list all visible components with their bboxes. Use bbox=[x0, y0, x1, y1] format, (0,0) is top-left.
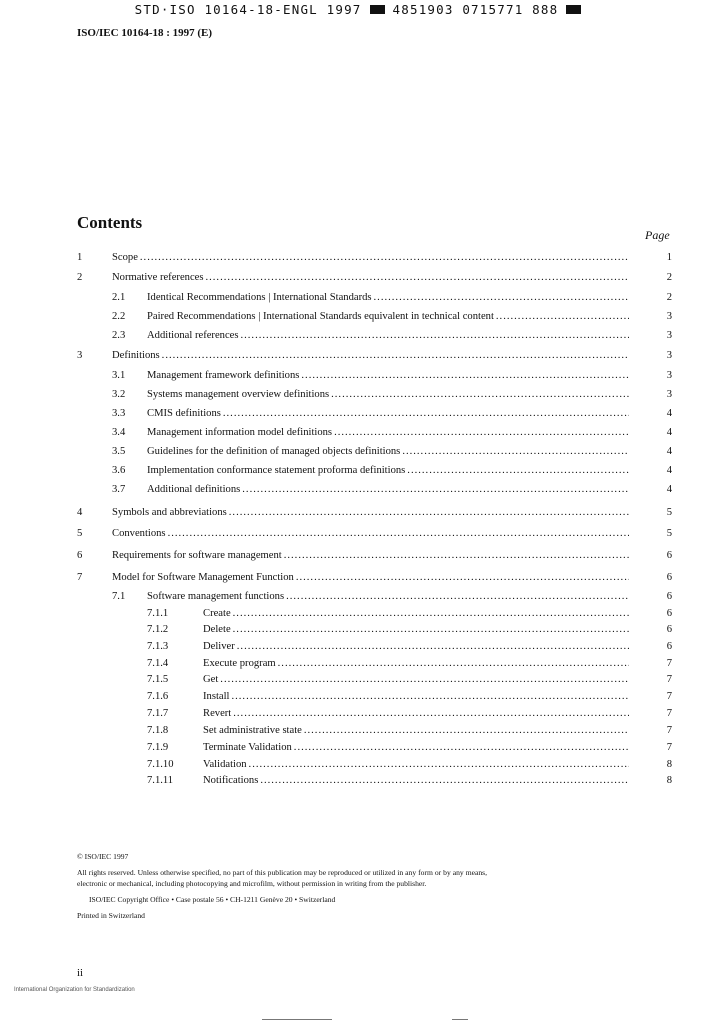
toc-entry-title: Software management functions bbox=[147, 591, 285, 602]
toc-entry-number: 7.1.3 bbox=[147, 641, 169, 652]
dot-leader bbox=[304, 723, 629, 738]
toc-entry-page: 6 bbox=[666, 641, 672, 652]
toc-entry-number: 2 bbox=[77, 272, 83, 283]
toc-entry-number: 7.1.8 bbox=[147, 725, 169, 736]
toc-entry-title: Management framework definitions bbox=[147, 370, 300, 381]
toc-entry[interactable] bbox=[0, 622, 724, 637]
toc-entry[interactable] bbox=[0, 406, 724, 421]
dot-leader bbox=[237, 639, 629, 654]
dot-leader bbox=[223, 406, 629, 421]
toc-entry-title: Create bbox=[203, 608, 231, 619]
dot-leader bbox=[334, 425, 629, 440]
copyright-notice bbox=[77, 851, 487, 921]
toc-entry-page: 5 bbox=[666, 528, 672, 539]
dot-leader bbox=[284, 548, 629, 563]
toc-entry-number: 7.1 bbox=[112, 591, 126, 602]
dot-leader bbox=[220, 672, 629, 687]
rights-statement: All rights reserved. Unless otherwise specified, no part of this publication may be reproduced or utilized in any form or by any means, electronic or mechanical, including photocopying and microfilm, without permission in writing from the publisher. bbox=[77, 868, 487, 888]
toc-entry-page: 3 bbox=[666, 370, 672, 381]
toc-entry[interactable] bbox=[0, 250, 724, 265]
dot-leader bbox=[231, 689, 629, 704]
dot-leader bbox=[205, 270, 629, 285]
toc-entry-page: 7 bbox=[666, 725, 672, 736]
toc-entry[interactable] bbox=[0, 740, 724, 755]
standard-reference: ISO/IEC 10164-18 : 1997 (E) bbox=[77, 27, 213, 39]
toc-entry-number: 3.6 bbox=[112, 465, 126, 476]
toc-entry-title: CMIS definitions bbox=[147, 408, 221, 419]
dot-leader bbox=[374, 290, 629, 305]
toc-entry-page: 7 bbox=[666, 658, 672, 669]
toc-entry-number: 2.3 bbox=[112, 330, 126, 341]
dot-leader bbox=[278, 656, 629, 671]
toc-entry[interactable] bbox=[0, 482, 724, 497]
toc-entry-title: Validation bbox=[203, 759, 247, 770]
toc-entry-number: 7.1.2 bbox=[147, 624, 169, 635]
toc-entry-page: 7 bbox=[666, 708, 672, 719]
toc-entry[interactable] bbox=[0, 309, 724, 324]
toc-entry-title: Execute program bbox=[203, 658, 276, 669]
toc-entry-title: Notifications bbox=[203, 775, 259, 786]
toc-entry-page: 3 bbox=[666, 350, 672, 361]
toc-entry-title: Delete bbox=[203, 624, 231, 635]
dot-leader bbox=[249, 757, 629, 772]
toc-entry-page: 7 bbox=[666, 691, 672, 702]
dot-leader bbox=[233, 622, 629, 637]
toc-entry-title: Conventions bbox=[112, 528, 166, 539]
toc-entry-page: 2 bbox=[666, 292, 672, 303]
toc-entry-page: 4 bbox=[666, 465, 672, 476]
toc-entry-title: Additional references bbox=[147, 330, 239, 341]
toc-entry-page: 6 bbox=[666, 591, 672, 602]
dot-leader bbox=[229, 505, 629, 520]
dot-leader bbox=[296, 570, 629, 585]
toc-entry-title: Model for Software Management Function bbox=[112, 572, 294, 583]
toc-entry-title: Definitions bbox=[112, 350, 160, 361]
toc-entry[interactable] bbox=[0, 723, 724, 738]
toc-entry-page: 6 bbox=[666, 550, 672, 561]
toc-entry-page: 4 bbox=[666, 427, 672, 438]
dot-leader bbox=[162, 348, 629, 363]
toc-entry-title: Get bbox=[203, 674, 219, 685]
toc-entry-page: 4 bbox=[666, 484, 672, 495]
toc-entry-title: Implementation conformance statement proforma definitions bbox=[147, 465, 406, 476]
toc-entry-page: 7 bbox=[666, 742, 672, 753]
dot-leader bbox=[496, 309, 629, 324]
toc-entry-title: Normative references bbox=[112, 272, 204, 283]
toc-entry[interactable] bbox=[0, 270, 724, 285]
toc-entry-title: Set administrative state bbox=[203, 725, 302, 736]
toc-entry-page: 8 bbox=[666, 775, 672, 786]
toc-entry[interactable] bbox=[0, 368, 724, 383]
toc-entry-page: 2 bbox=[666, 272, 672, 283]
scan-artifact bbox=[452, 1019, 468, 1020]
dot-leader bbox=[140, 250, 629, 265]
toc-entry-number: 3.1 bbox=[112, 370, 126, 381]
toc-entry[interactable] bbox=[0, 526, 724, 541]
toc-entry-number: 3.2 bbox=[112, 389, 126, 400]
toc-entry[interactable] bbox=[0, 570, 724, 585]
toc-entry-page: 4 bbox=[666, 408, 672, 419]
toc-entry-page: 8 bbox=[666, 759, 672, 770]
toc-entry[interactable] bbox=[0, 672, 724, 687]
toc-entry-number: 2.1 bbox=[112, 292, 126, 303]
document-code-header bbox=[0, 2, 724, 17]
toc-entry-number: 7.1.10 bbox=[147, 759, 174, 770]
toc-entry-title: Guidelines for the definition of managed objects definitions bbox=[147, 446, 401, 457]
toc-entry-number: 7.1.5 bbox=[147, 674, 169, 685]
toc-entry[interactable] bbox=[0, 348, 724, 363]
toc-entry-title: Systems management overview definitions bbox=[147, 389, 330, 400]
toc-entry[interactable] bbox=[0, 689, 724, 704]
toc-entry-page: 6 bbox=[666, 624, 672, 635]
toc-entry-number: 7.1.11 bbox=[147, 775, 174, 786]
dot-leader bbox=[407, 463, 629, 478]
toc-entry[interactable] bbox=[0, 773, 724, 788]
toc-entry-page: 6 bbox=[666, 572, 672, 583]
document-code-right: 4851903 0715771 888 bbox=[392, 2, 559, 17]
toc-entry-number: 7 bbox=[77, 572, 83, 583]
toc-entry[interactable] bbox=[0, 757, 724, 772]
toc-entry-page: 3 bbox=[666, 389, 672, 400]
dot-leader bbox=[301, 368, 629, 383]
toc-entry-title: Revert bbox=[203, 708, 232, 719]
toc-entry[interactable] bbox=[0, 463, 724, 478]
toc-entry-page: 4 bbox=[666, 446, 672, 457]
toc-entry-number: 1 bbox=[77, 252, 83, 263]
toc-entry[interactable] bbox=[0, 328, 724, 343]
toc-entry[interactable] bbox=[0, 444, 724, 459]
toc-entry-number: 7.1.4 bbox=[147, 658, 169, 669]
toc-entry-title: Deliver bbox=[203, 641, 235, 652]
toc-entry-number: 5 bbox=[77, 528, 83, 539]
dot-leader bbox=[233, 606, 629, 621]
toc-entry-number: 3.7 bbox=[112, 484, 126, 495]
toc-entry-number: 7.1.9 bbox=[147, 742, 169, 753]
toc-entry-page: 6 bbox=[666, 608, 672, 619]
toc-entry[interactable] bbox=[0, 706, 724, 721]
toc-entry-number: 3.3 bbox=[112, 408, 126, 419]
dot-leader bbox=[260, 773, 629, 788]
toc-entry-number: 6 bbox=[77, 550, 83, 561]
toc-entry[interactable] bbox=[0, 425, 724, 440]
dot-leader bbox=[242, 482, 629, 497]
dot-leader bbox=[286, 589, 629, 604]
toc-entry-number: 7.1.1 bbox=[147, 608, 169, 619]
toc-entry-number: 3.4 bbox=[112, 427, 126, 438]
dot-leader bbox=[331, 387, 629, 402]
dot-leader bbox=[294, 740, 629, 755]
toc-entry-page: 3 bbox=[666, 311, 672, 322]
toc-entry[interactable] bbox=[0, 505, 724, 520]
copyright-line: © ISO/IEC 1997 bbox=[77, 852, 129, 861]
scan-block-mark bbox=[370, 5, 385, 14]
toc-entry-page: 3 bbox=[666, 330, 672, 341]
toc-entry-title: Identical Recommendations | International Standards bbox=[147, 292, 372, 303]
toc-entry-title: Additional definitions bbox=[147, 484, 241, 495]
toc-entry[interactable] bbox=[0, 548, 724, 563]
toc-entry-number: 3 bbox=[77, 350, 83, 361]
copyright-office-address: ISO/IEC Copyright Office • Case postale 56 • CH-1211 Genève 20 • Switzerland bbox=[89, 895, 336, 904]
contents-heading: Contents bbox=[77, 213, 143, 232]
toc-entry[interactable] bbox=[0, 589, 724, 604]
toc-entry[interactable] bbox=[0, 656, 724, 671]
toc-entry[interactable] bbox=[0, 290, 724, 305]
toc-entry-page: 1 bbox=[666, 252, 672, 263]
toc-entry-page: 7 bbox=[666, 674, 672, 685]
dot-leader bbox=[168, 526, 629, 541]
toc-entry[interactable] bbox=[0, 606, 724, 621]
toc-entry-page: 5 bbox=[666, 507, 672, 518]
toc-entry-title: Install bbox=[203, 691, 230, 702]
toc-entry-number: 4 bbox=[77, 507, 83, 518]
printed-in: Printed in Switzerland bbox=[77, 911, 145, 920]
toc-entry-number: 3.5 bbox=[112, 446, 126, 457]
document-code-left: STD·ISO 10164-18-ENGL 1997 bbox=[134, 2, 362, 17]
toc-entry-title: Symbols and abbreviations bbox=[112, 507, 227, 518]
dot-leader bbox=[233, 706, 629, 721]
toc-entry[interactable] bbox=[0, 387, 724, 402]
toc-entry-number: 7.1.7 bbox=[147, 708, 169, 719]
toc-entry-title: Paired Recommendations | International Standards equivalent in technical content bbox=[147, 311, 494, 322]
toc-entry-number: 7.1.6 bbox=[147, 691, 169, 702]
scan-block-mark bbox=[566, 5, 581, 14]
dot-leader bbox=[240, 328, 629, 343]
page-number: ii bbox=[77, 967, 84, 979]
toc-entry-title: Terminate Validation bbox=[203, 742, 292, 753]
dot-leader bbox=[402, 444, 629, 459]
footer-organization: International Organization for Standardization bbox=[14, 987, 135, 993]
toc-entry-number: 2.2 bbox=[112, 311, 126, 322]
page-column-label: Page bbox=[645, 228, 670, 242]
toc-entry[interactable] bbox=[0, 639, 724, 654]
toc-entry-title: Requirements for software management bbox=[112, 550, 282, 561]
scan-artifact bbox=[262, 1019, 332, 1020]
toc-entry-title: Scope bbox=[112, 252, 138, 263]
toc-entry-title: Management information model definitions bbox=[147, 427, 333, 438]
